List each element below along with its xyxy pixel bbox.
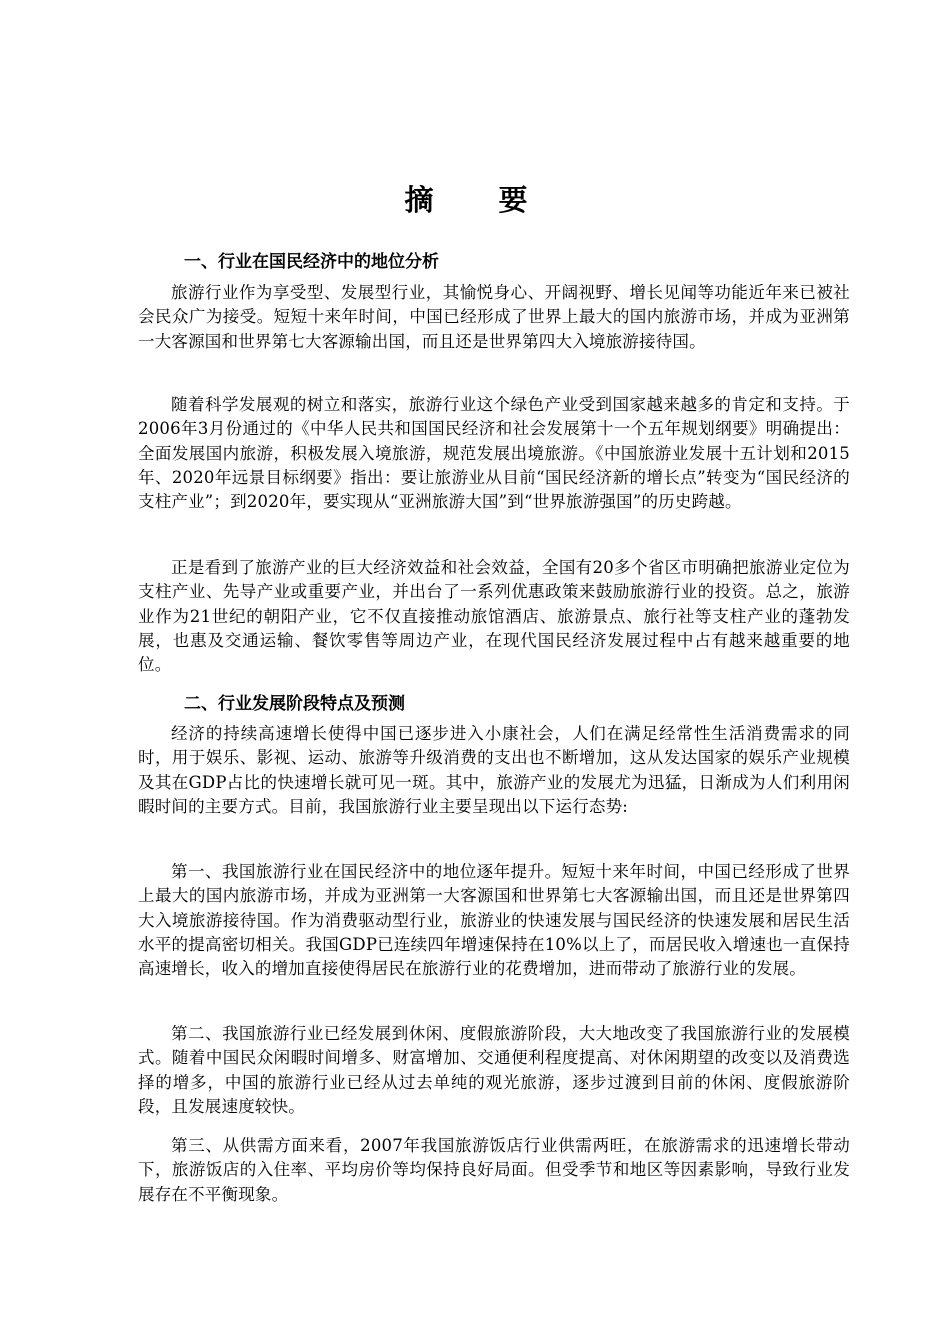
paragraph-1-3: 正是看到了旅游产业的巨大经济效益和社会效益，全国有20多个省区市明确把旅游业定位为支柱产业、先导产业或重要产业，并出台了一系列优惠政策来鼓励旅游行业的投资。总之，旅游业作为21世纪的朝阳产业，它不仅直接推动旅馆酒店、旅游景点、旅行社等支柱产业的蓬勃发展，也惠及交通运输、餐饮零售等周边产业，在现代国民经济发展过程中占有越来越重要的地位。 xyxy=(138,558,850,675)
section-heading-2: 二、行业发展阶段特点及预测 xyxy=(184,694,405,714)
paragraph-1-2: 随着科学发展观的树立和落实，旅游行业这个绿色产业受到国家越来越多的肯定和支持。于2006年3月份通过的《中华人民共和国国民经济和社会发展第十一个五年规划纲要》明确提出：全面发展国内旅游，积极发展入境旅游，规范发展出境旅游。《中国旅游业发展十五计划和2015年、2020年远景目标纲要》指出：要让旅游业从目前“国民经济新的增长点”转变为“国民经济的支柱产业”；到2020年，要实现从“亚洲旅游大国”到“世界旅游强国”的历史跨越。 xyxy=(138,395,850,512)
page-title: 摘 要 xyxy=(404,183,546,217)
paragraph-2-2: 第一、我国旅游行业在国民经济中的地位逐年提升。短短十来年时间，中国已经形成了世界上最大的国内旅游市场，并成为亚洲第一大客源国和世界第七大客源输出国，而且还是世界第四大入境旅游接待国。作为消费驱动型行业，旅游业的快速发展与国民经济的快速发展和居民生活水平的提高密切相关。我国GDP已连续四年增速保持在10%以上了，而居民收入增速也一直保持高速增长，收入的增加直接使得居民在旅游行业的花费增加，进而带动了旅游行业的发展。 xyxy=(138,862,850,979)
section-heading-1: 一、行业在国民经济中的地位分析 xyxy=(184,252,439,272)
paragraph-2-4: 第三、从供需方面来看，2007年我国旅游饭店行业供需两旺，在旅游需求的迅速增长带动下，旅游饭店的入住率、平均房价等均保持良好局面。但受季节和地区等因素影响，导致行业发展存在不平衡现象。 xyxy=(138,1136,850,1204)
paragraph-2-1: 经济的持续高速增长使得中国已逐步进入小康社会，人们在满足经常性生活消费需求的同时，用于娱乐、影视、运动、旅游等升级消费的支出也不断增加，这从发达国家的娱乐产业规模及其在GDP占比的快速增长就可见一斑。其中，旅游产业的发展尤为迅猛，日渐成为人们利用闲暇时间的主要方式。目前，我国旅游行业主要呈现出以下运行态势: xyxy=(138,724,850,816)
paragraph-2-3: 第二、我国旅游行业已经发展到休闲、度假旅游阶段，大大地改变了我国旅游行业的发展模式。随着中国民众闲暇时间增多、财富增加、交通便利程度提高、对休闲期望的改变以及消费选择的增多，中国的旅游行业已经从过去单纯的观光旅游，逐步过渡到目前的休闲、度假旅游阶段，且发展速度较快。 xyxy=(138,1024,850,1116)
paragraph-1-1: 旅游行业作为享受型、发展型行业，其愉悦身心、开阔视野、增长见闻等功能近年来已被社会民众广为接受。短短十来年时间，中国已经形成了世界上最大的国内旅游市场，并成为亚洲第一大客源国和世界第七大客源输出国，而且还是世界第四大入境旅游接待国。 xyxy=(138,283,850,351)
